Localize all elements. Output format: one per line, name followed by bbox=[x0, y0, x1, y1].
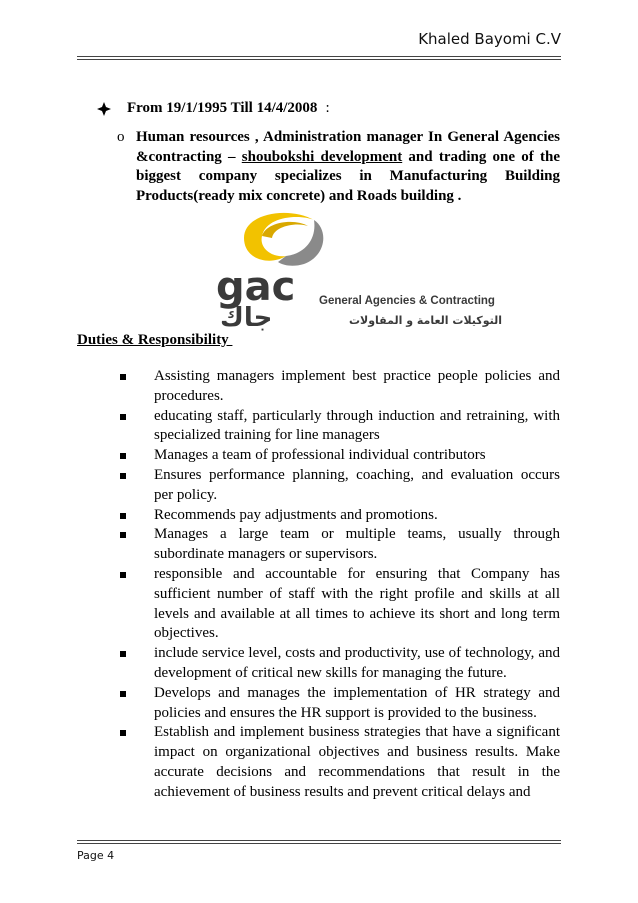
list-item bbox=[117, 506, 560, 526]
page-number: Page 4 bbox=[77, 849, 115, 862]
list-item bbox=[117, 525, 560, 565]
list-item bbox=[117, 446, 560, 466]
square-bullet-icon bbox=[117, 466, 154, 506]
list-item bbox=[117, 565, 560, 644]
square-bullet-icon bbox=[117, 684, 154, 724]
list-item-text: Assisting managers implement best practice people policies and procedures. bbox=[154, 368, 560, 404]
square-bullet-icon bbox=[117, 525, 154, 565]
square-bullet-icon bbox=[117, 723, 154, 802]
list-item-text: include service level, costs and productivity, use of technology, and development of critical new skills for managing the future. bbox=[154, 645, 560, 681]
duties-heading: Duties & Responsibility bbox=[77, 332, 233, 348]
list-item-text: Manages a large team or multiple teams, usually through subordinate managers or supervisors. bbox=[154, 526, 560, 563]
job-text bbox=[136, 128, 560, 206]
date-range: From 19/1/1995 Till 14/4/2008 bbox=[127, 100, 318, 116]
sub-bullet-icon: o bbox=[117, 129, 125, 145]
header-rule bbox=[77, 56, 561, 60]
list-item-text: responsible and accountable for ensuring that Company has sufficient number of staff with the right profile and skills at all levels and available at all times to achieve its short and long term objectives. bbox=[154, 565, 560, 642]
list-item bbox=[117, 367, 560, 407]
list-item-text: educating staff, particularly through induction and retraining, with specialized training for line managers bbox=[154, 407, 560, 444]
logo-arabic-mark: جاك bbox=[220, 303, 273, 333]
list-item-text: Ensures performance planning, coaching, and evaluation occurs per policy. bbox=[154, 466, 560, 503]
list-item bbox=[117, 723, 560, 802]
role-part-2: and trading one of the biggest company specializes in Manufacturing Building Products(ready mix concrete) and Roads building . bbox=[136, 148, 560, 204]
square-bullet-icon bbox=[117, 407, 154, 447]
logo-english-name: General Agencies & Contracting bbox=[319, 295, 495, 307]
logo-latin-mark: gac bbox=[216, 264, 296, 310]
swoosh-icon bbox=[244, 213, 323, 266]
square-bullet-icon bbox=[117, 565, 154, 644]
job-description bbox=[117, 128, 560, 206]
square-bullet-icon bbox=[117, 367, 154, 407]
list-item bbox=[117, 407, 560, 447]
list-item-text: Develops and manages the implementation of HR strategy and policies and ensures the HR support is provided to the business. bbox=[154, 684, 560, 721]
list-item-text: Manages a team of professional individual contributors bbox=[154, 447, 486, 464]
company-name-underlined: shoubokshi development bbox=[241, 148, 403, 165]
date-colon: : bbox=[325, 100, 330, 116]
list-item bbox=[117, 644, 560, 684]
header-name: Khaled Bayomi C.V bbox=[418, 30, 561, 48]
list-item-text: Recommends pay adjustments and promotions. bbox=[154, 506, 438, 523]
footer-rule bbox=[77, 840, 561, 844]
duties-list bbox=[117, 367, 560, 803]
list-item bbox=[117, 684, 560, 724]
list-item-text: Establish and implement business strategies that have a significant impact on organizational objectives and business results. Make accurate decisions and recommendations that result in the achievement of business results and prevent critical delays and bbox=[154, 724, 560, 800]
square-bullet-icon bbox=[117, 446, 154, 466]
list-item bbox=[117, 466, 560, 506]
diamond-bullet-icon bbox=[97, 102, 111, 116]
role-part-1: Human resources , Administration manager In General Agencies &contracting – bbox=[136, 129, 560, 165]
square-bullet-icon bbox=[117, 644, 154, 684]
gac-logo bbox=[214, 208, 514, 333]
logo-arabic-name: التوكيلات العامة و المقاولات bbox=[348, 314, 502, 327]
experience-date-line bbox=[97, 100, 330, 117]
square-bullet-icon bbox=[117, 506, 154, 526]
